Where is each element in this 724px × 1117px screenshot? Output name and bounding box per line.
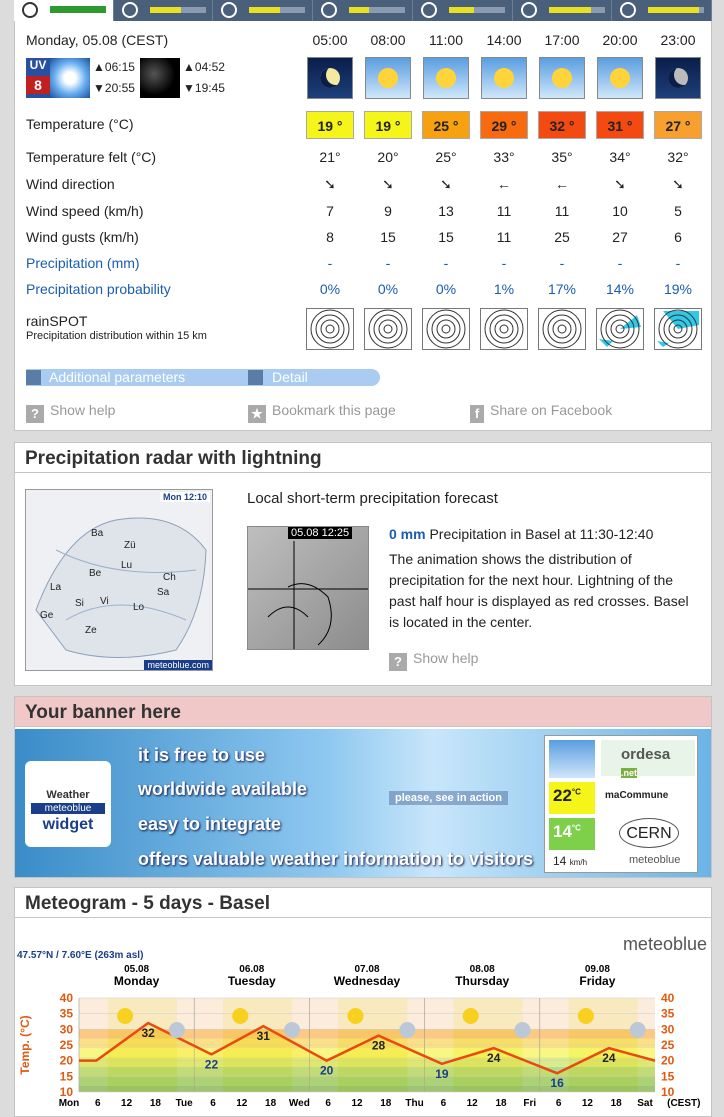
show-help-button[interactable]: ? Show help (26, 402, 115, 423)
min-temp-label: 20 (320, 1063, 334, 1078)
day-name: Thursday (455, 974, 510, 988)
sun-icon (578, 1008, 594, 1024)
wind-value: 14 km/h (553, 854, 588, 868)
coordinates: 47.57°N / 7.60°E (263m asl) (17, 950, 144, 961)
x-tick-label: Sat (637, 1098, 653, 1109)
precip-prob-value: 19% (663, 281, 693, 297)
city-label: Be (89, 568, 102, 579)
wind-speed-value: 11 (496, 203, 512, 219)
felt-value: 21° (319, 149, 341, 165)
sun-icon (365, 57, 411, 99)
y-axis-label: Temp. (°C) (18, 1015, 32, 1075)
city-label: Lu (121, 560, 133, 571)
felt-value: 20° (377, 149, 399, 165)
precip-prob-value: 0% (319, 281, 341, 297)
precip-prob-value: 0% (377, 281, 399, 297)
rainspot-grid (596, 308, 644, 350)
wind-speed-value: 11 (554, 203, 570, 219)
day-bar (50, 6, 106, 13)
temp-box: 27 ° (654, 111, 702, 139)
precip-value: - (385, 255, 391, 271)
y-tick-right: 15 (661, 1069, 675, 1084)
wind-gust-value: 8 (326, 229, 334, 245)
wind-gust-value: 25 (554, 229, 570, 245)
day-tab-4[interactable] (313, 0, 413, 21)
meteoblue-icon (521, 2, 537, 18)
radar-description: The animation shows the distribution of precipitation for the next hour. Lightning of the past half hour is displayed as red crosses. Basel is located in the center. (389, 551, 689, 630)
x-tick-label: 12 (351, 1098, 363, 1109)
city-label: Zü (124, 540, 136, 551)
x-tick-label: 6 (210, 1098, 216, 1109)
wind-arrow-icon: ➘ (672, 176, 684, 192)
cloud-icon (630, 1022, 646, 1038)
x-tick-label: Fri (523, 1098, 537, 1109)
hour: 05:00 (312, 32, 348, 48)
day-date: 08.08 (469, 964, 495, 975)
sun-cloud-icon (423, 57, 469, 99)
share-facebook-button[interactable]: f Share on Facebook (470, 402, 612, 423)
day-bar (549, 7, 605, 13)
sun-icon (232, 1008, 248, 1024)
day-date: 06.08 (239, 964, 265, 975)
x-tick-label: 12 (121, 1098, 133, 1109)
y-tick-left: 20 (59, 1053, 73, 1068)
detail-icon (248, 370, 263, 385)
max-temp-label: 32 (141, 1026, 155, 1041)
meteoblue-icon (221, 2, 237, 18)
banner-panel (14, 696, 712, 878)
day-tab-5[interactable] (413, 0, 513, 21)
city-label: Si (75, 598, 84, 609)
max-temp-label: 24 (487, 1051, 501, 1066)
felt-value: 25° (435, 149, 457, 165)
x-tick-label: 18 (380, 1098, 392, 1109)
cloud-icon (284, 1022, 300, 1038)
min-temp-label: 22 (204, 1057, 219, 1072)
label-rainspot: rainSPOT (26, 313, 88, 329)
y-tick-right: 40 (661, 991, 675, 1005)
day-name: Monday (113, 974, 160, 988)
day-name: Wednesday (333, 974, 401, 988)
meteoblue-icon (321, 2, 337, 18)
y-tick-right: 25 (661, 1038, 675, 1052)
hour: 20:00 (602, 32, 638, 48)
wind-gust-value: 15 (438, 229, 454, 245)
y-tick-left: 15 (59, 1069, 73, 1084)
uv-index: UV 8 (26, 58, 50, 98)
temp-box: 32 ° (538, 111, 586, 139)
meteogram-title: Meteogram - 5 days - Basel (15, 888, 711, 918)
precip-value: - (443, 255, 449, 271)
day-date: 05.08 (124, 964, 150, 975)
x-tick-label: Tue (175, 1098, 193, 1109)
sun-cloud-icon (597, 57, 643, 99)
x-tick-label: Thu (405, 1098, 424, 1109)
hour: 11:00 (429, 32, 463, 48)
x-tick-label: 18 (265, 1098, 277, 1109)
hour: 23:00 (660, 32, 696, 48)
label-felt: Temperature felt (°C) (26, 149, 157, 165)
macommune-ad[interactable]: maCommune (605, 790, 669, 801)
radar-animation[interactable] (247, 526, 369, 650)
city-label: Ba (91, 528, 104, 539)
wind-arrow-icon: ➘ (614, 176, 626, 192)
moonrise: ▲04:52 (183, 60, 225, 74)
day-tab-2[interactable] (114, 0, 214, 21)
sun-icon (50, 58, 90, 98)
day-date: 07.08 (354, 964, 380, 975)
ordesa-ad[interactable]: ordesa .net (601, 740, 695, 776)
day-tab-6[interactable] (513, 0, 613, 21)
additional-parameters-link[interactable]: Additional parameters (49, 369, 186, 385)
x-tick-label: 6 (440, 1098, 447, 1109)
wind-arrow-icon: ➘ (382, 176, 394, 192)
temp-box: 19 ° (306, 111, 354, 139)
min-temp-label: 16 (550, 1076, 564, 1091)
x-tick-label: 18 (610, 1098, 622, 1109)
x-tick-label: Mon (58, 1098, 80, 1109)
city-label: Vi (100, 596, 109, 607)
meteoblue-icon (620, 2, 636, 18)
precip-prob-value: 1% (493, 281, 515, 297)
x-tick-label: 12 (581, 1098, 593, 1109)
city-label: Ze (85, 625, 97, 636)
city-label: Sa (157, 587, 170, 598)
banner-line: worldwide available (138, 779, 308, 799)
wind-arrow-icon: ➘ (324, 176, 336, 192)
felt-value: 33° (493, 149, 515, 165)
max-temp: $22^{^\circ C}$ (549, 782, 595, 814)
detail-link[interactable]: Detail (272, 369, 308, 385)
sunrise: ▲06:15 (93, 60, 135, 74)
day-name: Friday (579, 974, 616, 988)
label-precipitation-probability[interactable]: Precipitation probability (26, 281, 171, 297)
moonset: ▼19:45 (183, 81, 225, 95)
thunderstorm-icon (655, 57, 701, 99)
help-icon: ? (26, 405, 44, 423)
meteoblue-icon (22, 2, 38, 18)
precip-prob-value: 14% (605, 281, 635, 297)
see-in-action[interactable]: please, see in action (389, 791, 508, 805)
wind-arrow-icon: ← (555, 176, 569, 192)
hour: 17:00 (544, 32, 580, 48)
felt-value: 34° (609, 149, 631, 165)
hour: 08:00 (370, 32, 406, 48)
radar-timestamp: 05.08 12:25 (288, 527, 352, 539)
y-tick-left: 25 (59, 1038, 73, 1052)
min-temp: $14^{^\circ C}$ (549, 818, 595, 850)
rainspot-grid (538, 308, 586, 350)
x-tick-label: Wed (288, 1098, 310, 1109)
forecast-date: Monday, 05.08 (CEST) (26, 32, 169, 48)
widget-preview (544, 735, 698, 873)
x-tick-label: 6 (325, 1098, 331, 1109)
x-tick-label: 6 (555, 1098, 562, 1109)
precip-prob-value: 17% (547, 281, 577, 297)
x-tick-label: 18 (149, 1098, 161, 1109)
sun-icon (463, 1008, 479, 1024)
sun-icon (117, 1008, 133, 1024)
label-temperature: Temperature (°C) (26, 116, 134, 132)
wind-gust-value: 15 (380, 229, 396, 245)
radar-title: Precipitation radar with lightning (15, 443, 711, 473)
meteogram-chart[interactable] (15, 920, 711, 1110)
x-tick-label: 12 (466, 1098, 478, 1109)
wind-gust-value: 27 (612, 229, 628, 245)
rainspot-grid (422, 308, 470, 350)
day-bar (249, 7, 305, 13)
day-bar (648, 7, 704, 13)
temp-box: 31 ° (596, 111, 644, 139)
max-temp-label: 24 (602, 1051, 616, 1066)
felt-value: 35° (551, 149, 573, 165)
meteoblue-icon (421, 2, 437, 18)
precip-prob-value: 0% (435, 281, 457, 297)
rainspot-grid (364, 308, 412, 350)
cloud-icon (399, 1022, 415, 1038)
sunset: ▼20:55 (93, 81, 135, 95)
temp-box: 25 ° (422, 111, 470, 139)
meteoblue-logo: meteoblue (622, 934, 707, 954)
label-wind-speed: Wind speed (km/h) (26, 203, 144, 219)
wind-arrow-icon: ➘ (440, 176, 452, 192)
felt-value: 32° (667, 149, 689, 165)
x-tick-label: 18 (495, 1098, 507, 1109)
temp-box: 29 ° (480, 111, 528, 139)
banner-line: it is free to use (138, 745, 266, 765)
cern-ad[interactable]: CERN (619, 818, 679, 848)
radar-show-help[interactable]: ? Show help (389, 650, 478, 671)
rainspot-subtitle: Precipitation distribution within 15 km (26, 330, 207, 342)
cloud-icon (515, 1022, 531, 1038)
banner-line: offers valuable weather information to visitors (138, 849, 534, 869)
expand-icon (26, 370, 41, 385)
rainspot-grid (654, 308, 702, 350)
bookmark-button[interactable]: ★ Bookmark this page (248, 402, 396, 423)
wind-speed-value: 7 (326, 203, 334, 219)
forecast-panel (14, 21, 712, 431)
banner-title: Your banner here (15, 697, 711, 727)
precip-value: - (559, 255, 565, 271)
radar-panel (14, 442, 712, 686)
day-bar (349, 7, 405, 13)
x-tick-label: 12 (236, 1098, 248, 1109)
sun-icon (347, 1008, 363, 1024)
widget-badge: Weather meteoblue widget (25, 761, 111, 847)
wind-speed-value: 10 (612, 203, 628, 219)
facebook-icon: f (470, 405, 484, 423)
day-name: Tuesday (227, 974, 276, 988)
help-icon: ? (389, 653, 407, 671)
label-wind-direction: Wind direction (26, 176, 115, 192)
max-temp-label: 31 (256, 1029, 270, 1044)
city-label: Ge (40, 610, 54, 621)
wind-speed-value: 9 (384, 203, 392, 219)
star-icon: ★ (248, 405, 266, 423)
precip-value: - (675, 255, 681, 271)
meteoblue-brand: meteoblue (629, 854, 681, 866)
y-tick-right: 35 (661, 1006, 675, 1021)
additional-parameters-bar (26, 369, 380, 386)
moon-icon (140, 58, 180, 98)
y-tick-left: 30 (59, 1022, 73, 1037)
day-bar (449, 7, 505, 13)
max-temp-label: 28 (371, 1038, 386, 1053)
day-bar (150, 7, 206, 13)
y-tick-right: 20 (661, 1053, 675, 1068)
map-footer: meteoblue.com (144, 660, 212, 670)
temp-box: 19 ° (364, 111, 412, 139)
radar-map[interactable] (25, 489, 213, 671)
meteoblue-icon (122, 2, 138, 18)
cloud-icon (169, 1022, 185, 1038)
x-tick-label: (CEST) (667, 1098, 701, 1109)
y-tick-right: 10 (661, 1085, 675, 1099)
meteogram-panel (14, 887, 712, 1117)
precip-value: - (327, 255, 333, 271)
y-tick-left: 35 (59, 1006, 73, 1021)
wind-speed-value: 13 (438, 203, 454, 219)
sun-cloud-icon (549, 740, 595, 778)
y-tick-left: 40 (59, 991, 73, 1005)
precip-value: - (501, 255, 507, 271)
city-label: Ch (163, 572, 176, 583)
precip-value: - (617, 255, 623, 271)
precip-summary: 0 mm Precipitation in Basel at 11:30-12:40 (389, 526, 654, 542)
wind-speed-value: 5 (674, 203, 682, 219)
label-precipitation[interactable]: Precipitation (mm) (26, 255, 140, 271)
day-tab-7[interactable] (612, 0, 712, 21)
radar-heading: Local short-term precipitation forecast (247, 490, 498, 507)
wind-arrow-icon: ← (497, 176, 511, 192)
map-time: Mon 12:10 (160, 492, 210, 502)
hour: 14:00 (486, 32, 522, 48)
city-label: La (50, 582, 62, 593)
sun-cloud-icon (481, 57, 527, 99)
city-label: Lo (133, 602, 145, 613)
sun-cloud-icon (539, 57, 585, 99)
moon-clear-icon (307, 57, 353, 99)
wind-gust-value: 6 (674, 229, 682, 245)
y-tick-left: 10 (59, 1085, 73, 1099)
y-tick-right: 30 (661, 1022, 675, 1037)
widget-banner[interactable] (15, 729, 711, 877)
wind-gust-value: 11 (496, 229, 512, 245)
rainspot-grid (306, 308, 354, 350)
day-tab-bar (14, 0, 712, 21)
banner-line: easy to integrate (138, 814, 282, 834)
rainspot-grid (480, 308, 528, 350)
day-date: 09.08 (584, 964, 610, 975)
label-wind-gusts: Wind gusts (km/h) (26, 229, 139, 245)
x-tick-label: 6 (95, 1098, 101, 1109)
day-tab-1[interactable] (14, 0, 114, 21)
day-tab-3[interactable] (213, 0, 313, 21)
min-temp-label: 19 (435, 1066, 449, 1081)
